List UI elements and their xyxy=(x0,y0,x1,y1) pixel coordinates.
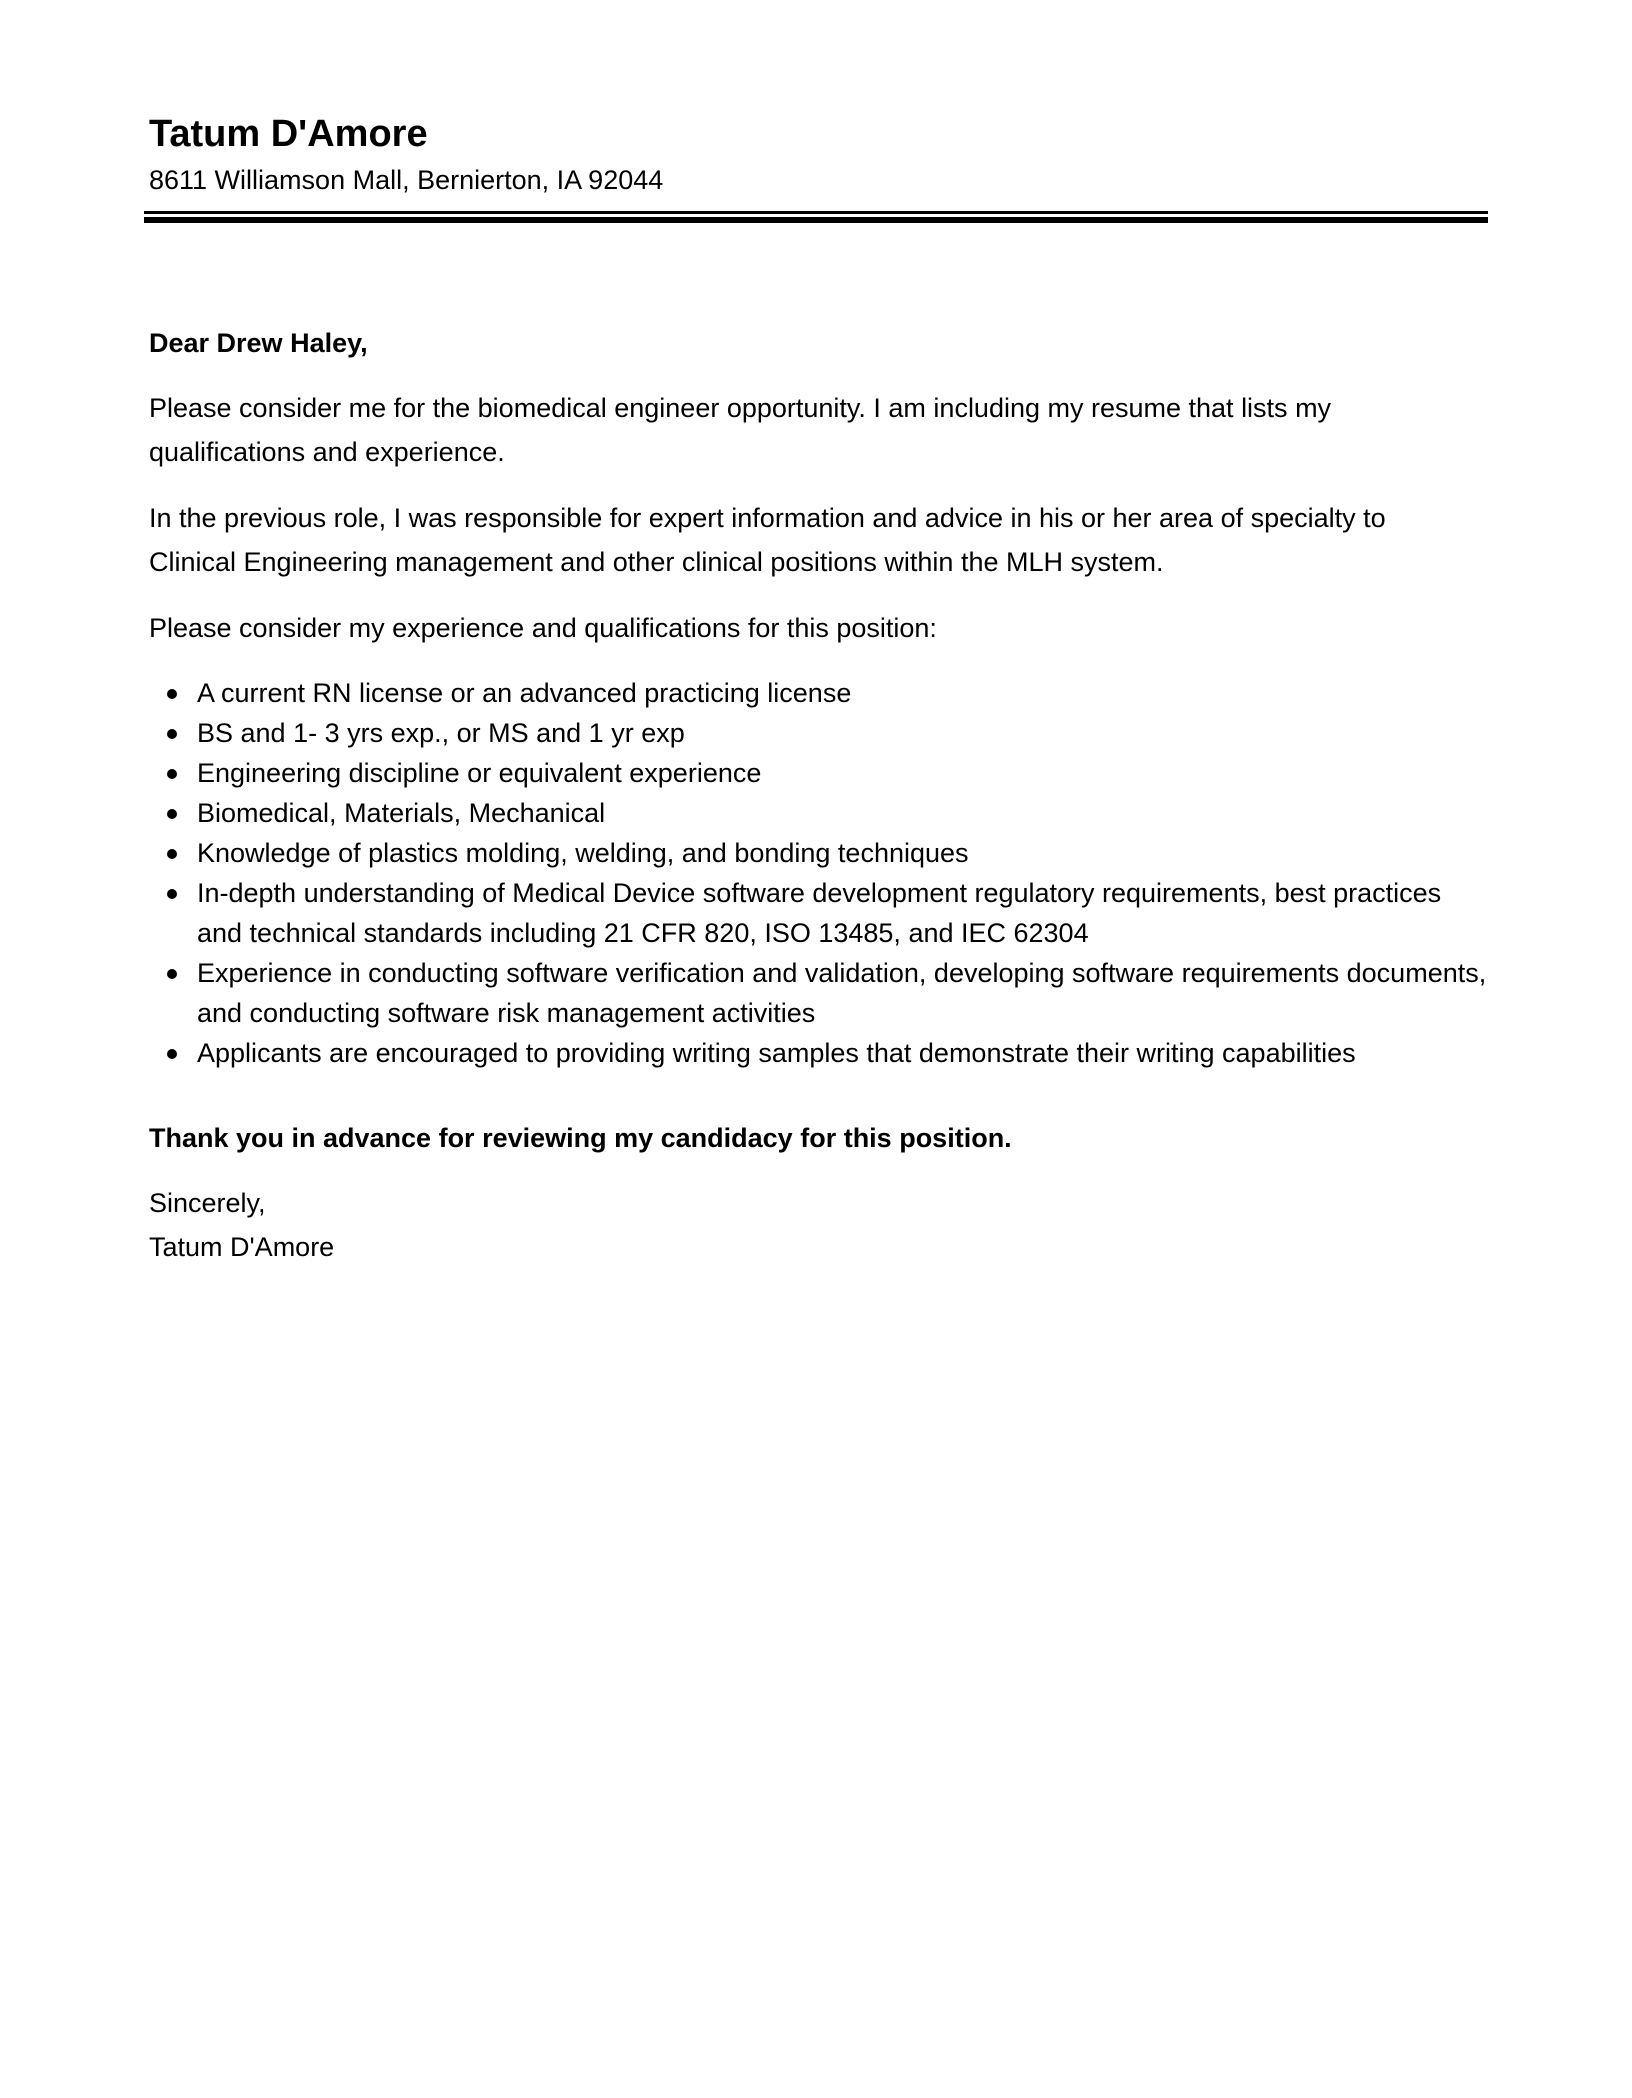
bullet-icon xyxy=(167,1049,177,1059)
list-item xyxy=(149,673,1489,713)
bullet-icon xyxy=(167,809,177,819)
bullet-icon xyxy=(167,729,177,739)
closing-statement: Thank you in advance for reviewing my candidacy for this position. xyxy=(149,1123,1012,1153)
list-item-text: Applicants are encouraged to providing writing samples that demonstrate their writing capabilities xyxy=(197,1038,1356,1068)
sender-address: 8611 Williamson Mall, Bernierton, IA 92044 xyxy=(149,165,664,195)
list-item xyxy=(149,953,1489,1033)
signoff-text: Sincerely, xyxy=(149,1188,266,1218)
list-item-text: Knowledge of plastics molding, welding, and bonding techniques xyxy=(197,838,969,868)
bullet-icon xyxy=(167,849,177,859)
list-item xyxy=(149,1033,1489,1073)
bullet-icon xyxy=(167,689,177,699)
paragraph-qualifications-intro: Please consider my experience and qualifications for this position: xyxy=(149,613,937,643)
header-divider-thick xyxy=(144,217,1488,223)
list-item xyxy=(149,833,1489,873)
sender-name: Tatum D'Amore xyxy=(149,113,428,155)
paragraph-intro: Please consider me for the biomedical engineer opportunity. I am including my resume that lists my qualifications and experience. xyxy=(149,393,1332,467)
list-item-text: Biomedical, Materials, Mechanical xyxy=(197,798,606,828)
signoff-block xyxy=(149,1181,1479,1269)
bullet-icon xyxy=(167,889,177,899)
bullet-icon xyxy=(167,969,177,979)
list-item xyxy=(149,753,1489,793)
salutation: Dear Drew Haley, xyxy=(149,328,368,358)
paragraph-previous-role: In the previous role, I was responsible for expert information and advice in his or her area of specialty to Clinical Engineering management and other clinical positions within the MLH system. xyxy=(149,503,1386,577)
bullet-icon xyxy=(167,769,177,779)
list-item xyxy=(149,713,1489,753)
signature-name: Tatum D'Amore xyxy=(149,1232,335,1262)
list-item xyxy=(149,873,1489,953)
list-item-text: Engineering discipline or equivalent experience xyxy=(197,758,762,788)
list-item-text: Experience in conducting software verification and validation, developing software requirements documents, and conducting software risk management activities xyxy=(197,958,1487,1028)
list-item-text: BS and 1- 3 yrs exp., or MS and 1 yr exp xyxy=(197,718,685,748)
list-item xyxy=(149,793,1489,833)
header-divider-thin xyxy=(144,211,1488,214)
list-item-text: In-depth understanding of Medical Device software development regulatory requirements, best practices and technical standards including 21 CFR 820, ISO 13485, and IEC 62304 xyxy=(197,878,1442,948)
qualifications-list xyxy=(149,673,1489,1073)
list-item-text: A current RN license or an advanced practicing license xyxy=(197,678,852,708)
